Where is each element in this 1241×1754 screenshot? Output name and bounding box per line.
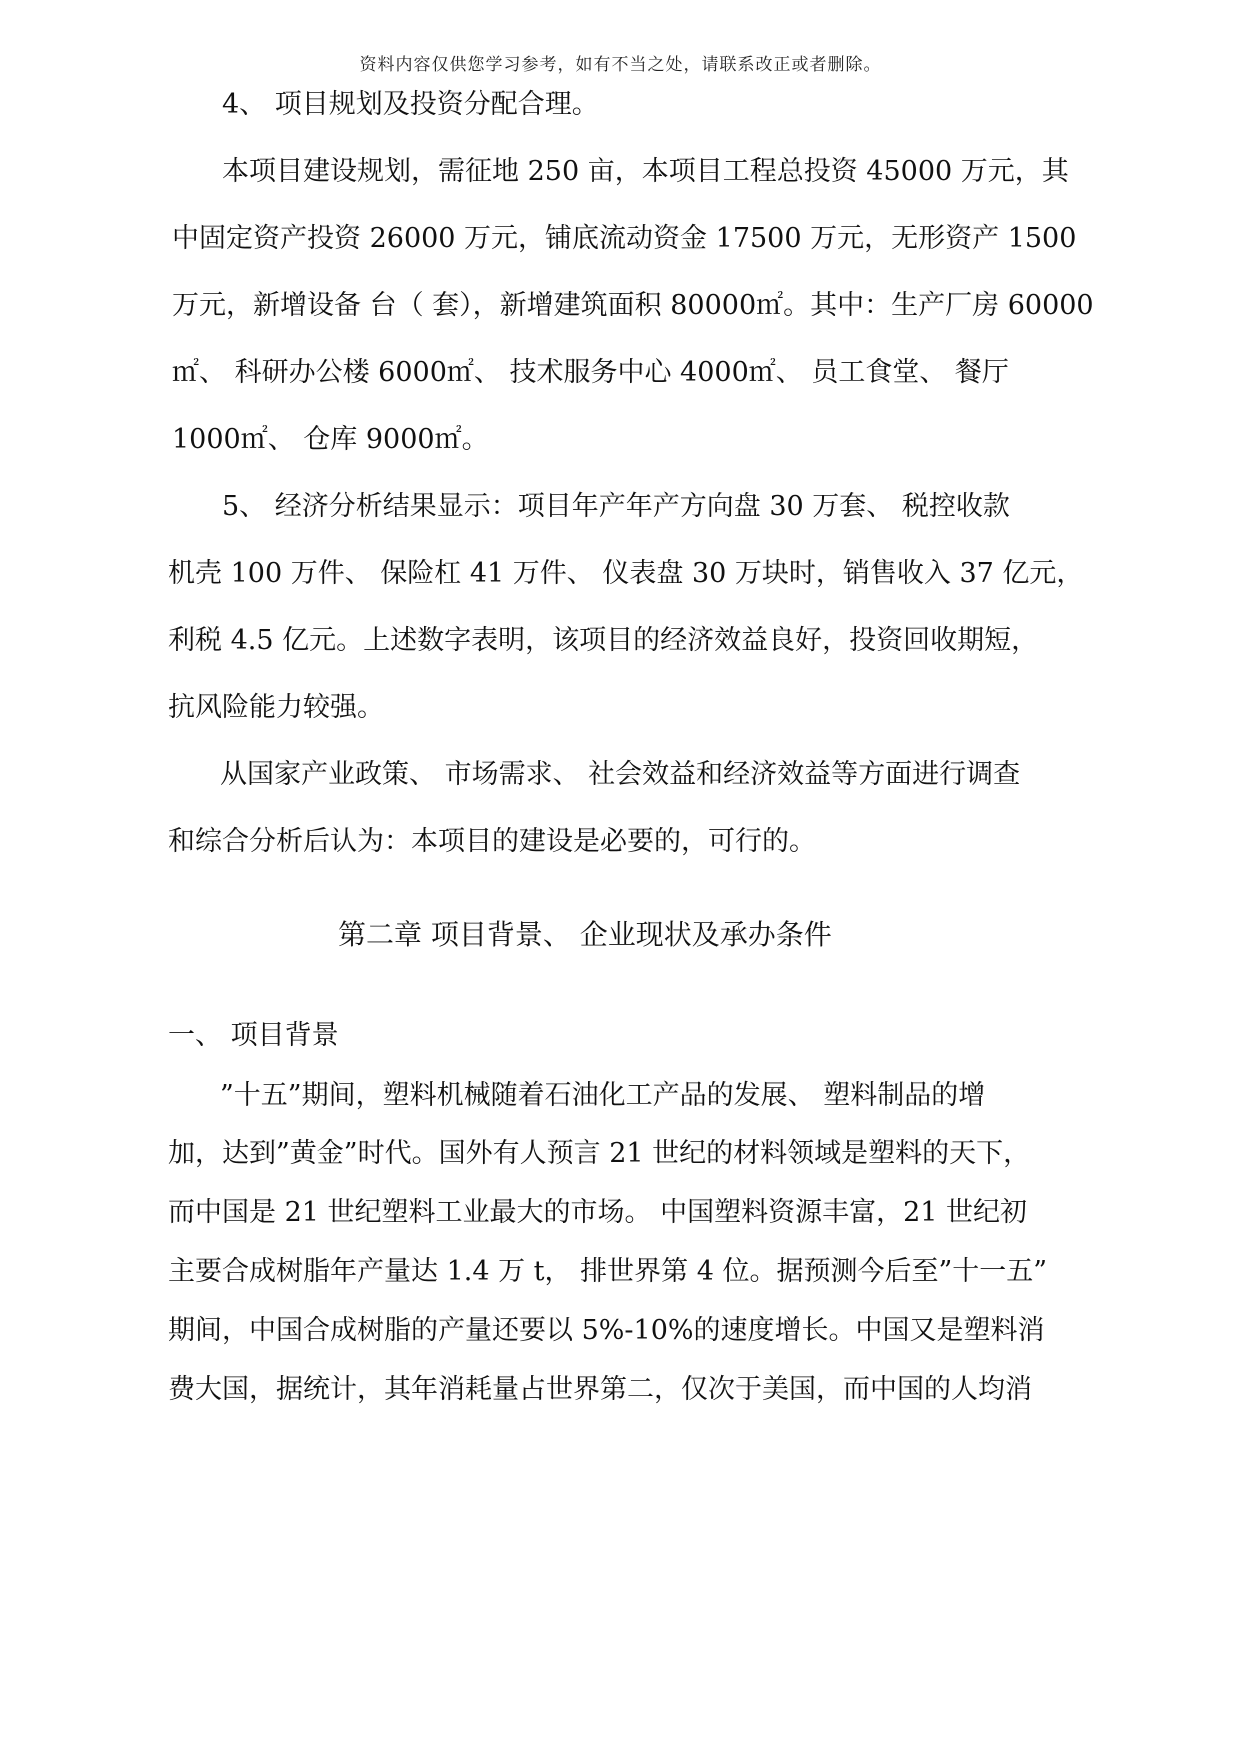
paragraph-line: 和综合分析后认为：本项目的建设是必要的，可行的。 <box>168 826 816 857</box>
paragraph-line: 利税 4.5 亿元。上述数字表明，该项目的经济效益良好，投资回收期短， <box>168 625 1039 656</box>
paragraph-line: 1000㎡、 仓库 9000㎡。 <box>172 424 489 455</box>
paragraph-line: 中固定资产投资 26000 万元，铺底流动资金 17500 万元，无形资产 1500 <box>172 223 1077 254</box>
paragraph-line: 期间，中国合成树脂的产量还要以 5%-10%的速度增长。中国又是塑料消 <box>168 1315 1045 1346</box>
paragraph-line: 主要合成树脂年产量达 1.4 万 t， 排世界第 4 位。据预测今后至”十一五” <box>168 1256 1048 1287</box>
paragraph-line: ㎡、 科研办公楼 6000㎡、 技术服务中心 4000㎡、 员工食堂、 餐厅 <box>172 357 1009 388</box>
paragraph-line: 万元，新增设备 台（ 套），新增建筑面积 80000㎡。其中：生产厂房 60000 <box>172 290 1094 321</box>
paragraph-line: 5、 经济分析结果显示：项目年产年产方向盘 30 万套、 税控收款 <box>222 491 1010 522</box>
paragraph-line: ”十五”期间，塑料机械随着石油化工产品的发展、 塑料制品的增 <box>220 1080 986 1111</box>
paragraph-line: 抗风险能力较强。 <box>168 692 384 723</box>
paragraph-line: 费大国，据统计，其年消耗量占世界第二，仅次于美国，而中国的人均消 <box>168 1374 1032 1405</box>
paragraph-line: 本项目建设规划，需征地 250 亩，本项目工程总投资 45000 万元，其 <box>222 156 1069 187</box>
paragraph-line: 从国家产业政策、 市场需求、 社会效益和经济效益等方面进行调查 <box>220 759 1021 790</box>
paragraph-line: 机壳 100 万件、 保险杠 41 万件、 仪表盘 30 万块时，销售收入 37 亿元， <box>168 558 1084 589</box>
paragraph-line: 而中国是 21 世纪塑料工业最大的市场。 中国塑料资源丰富，21 世纪初 <box>168 1197 1028 1228</box>
header-disclaimer: 资料内容仅供您学习参考，如有不当之处，请联系改正或者删除。 <box>359 55 882 75</box>
paragraph-line: 4、 项目规划及投资分配合理。 <box>222 89 599 120</box>
chapter-title: 第二章 项目背景、 企业现状及承办条件 <box>338 918 832 951</box>
paragraph-line: 加，达到”黄金”时代。国外有人预言 21 世纪的材料领域是塑料的天下， <box>168 1138 1031 1169</box>
section-title: 一、 项目背景 <box>168 1020 339 1051</box>
